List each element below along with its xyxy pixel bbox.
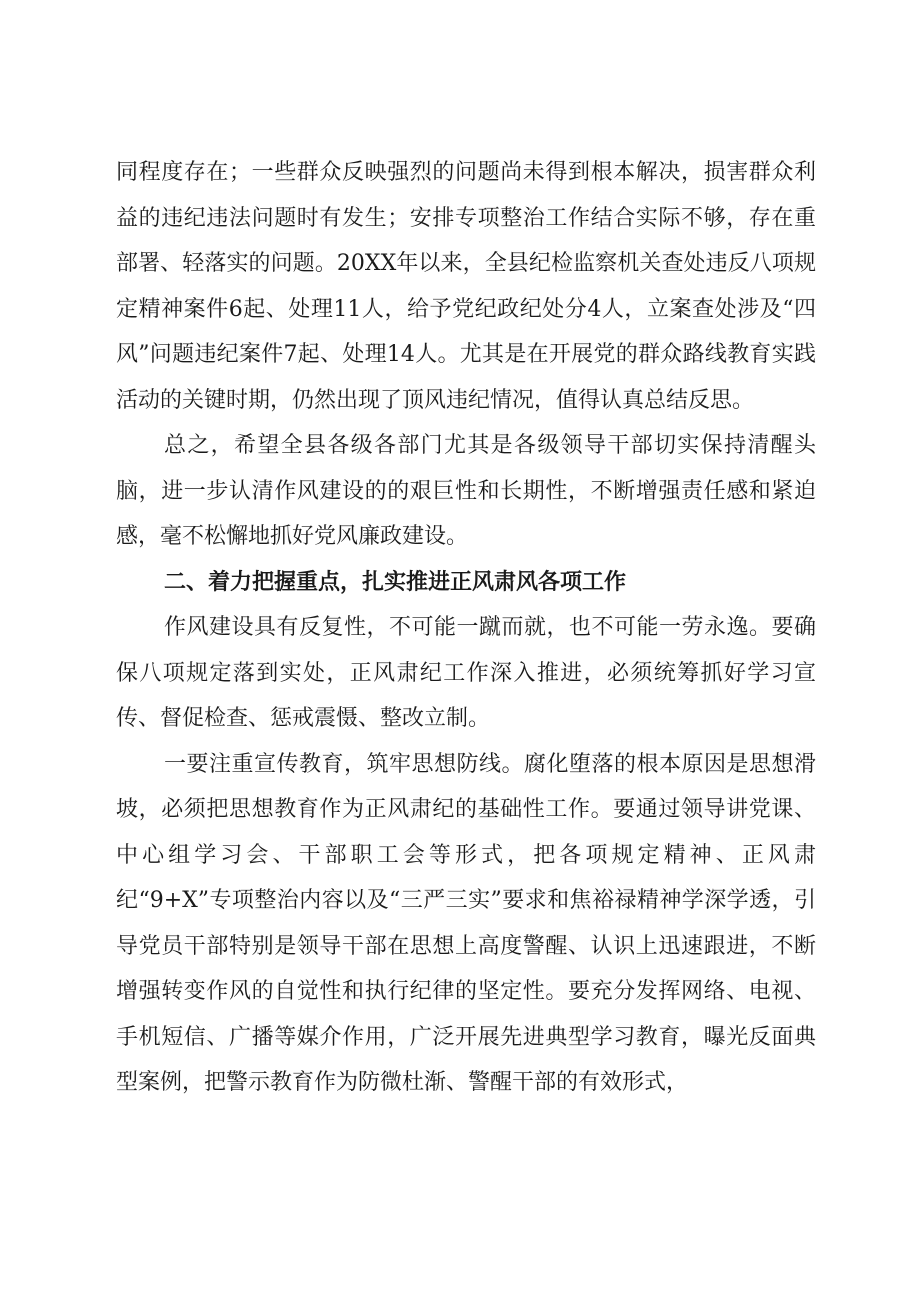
document-body [116,150,816,1106]
paragraph-publicity-education: 一要注重宣传教育，筑牢思想防线。腐化堕落的根本原因是思想滑坡，必须把思想教育作为正风肃纪的基础性工作。要通过领导讲党课、中心组学习会、干部职工会等形式，把各项规定精神、正风肃纪“9+X”专项整治内容以及“三严三实”要求和焦裕禄精神学深学透，引导党员干部特别是领导干部在思想上高度警醒、认识上迅速跟进，不断增强转变作风的自觉性和执行纪律的坚定性。要充分发挥网络、电视、手机短信、广播等媒介作用，广泛开展先进典型学习教育，曝光反面典型案例，把警示教育作为防微杜渐、警醒干部的有效形式， [116,751,816,1095]
paragraph-section-intro: 作风建设具有反复性，不可能一蹴而就，也不可能一劳永逸。要确保八项规定落到实处，正风肃纪工作深入推进，必须统筹抓好学习宣传、督促检查、惩戒震慑、整改立制。 [116,615,816,731]
section-heading: 二、着力把握重点，扎实推进正风肃风各项工作 [164,569,627,595]
paragraph-continuation: 同程度存在；一些群众反映强烈的问题尚未得到根本解决，损害群众利益的违纪违法问题时有发生；安排专项整治工作结合实际不够，存在重部署、轻落实的问题。20XX年以来，全县纪检监察机关查处违反八项规定精神案件6起、处理11人，给予党纪政纪处分4人，立案查处涉及“四风”问题违纪案件7起、处理14人。尤其是在开展党的群众路线教育实践活动的关键时期，仍然出现了顶风违纪情况，值得认真总结反思。 [116,160,816,413]
paragraph-summary: 总之，希望全县各级各部门尤其是各级领导干部切实保持清醒头脑，进一步认清作风建设的的艰巨性和长期性，不断增强责任感和紧迫感，毫不松懈地抓好党风廉政建设。 [116,433,816,549]
